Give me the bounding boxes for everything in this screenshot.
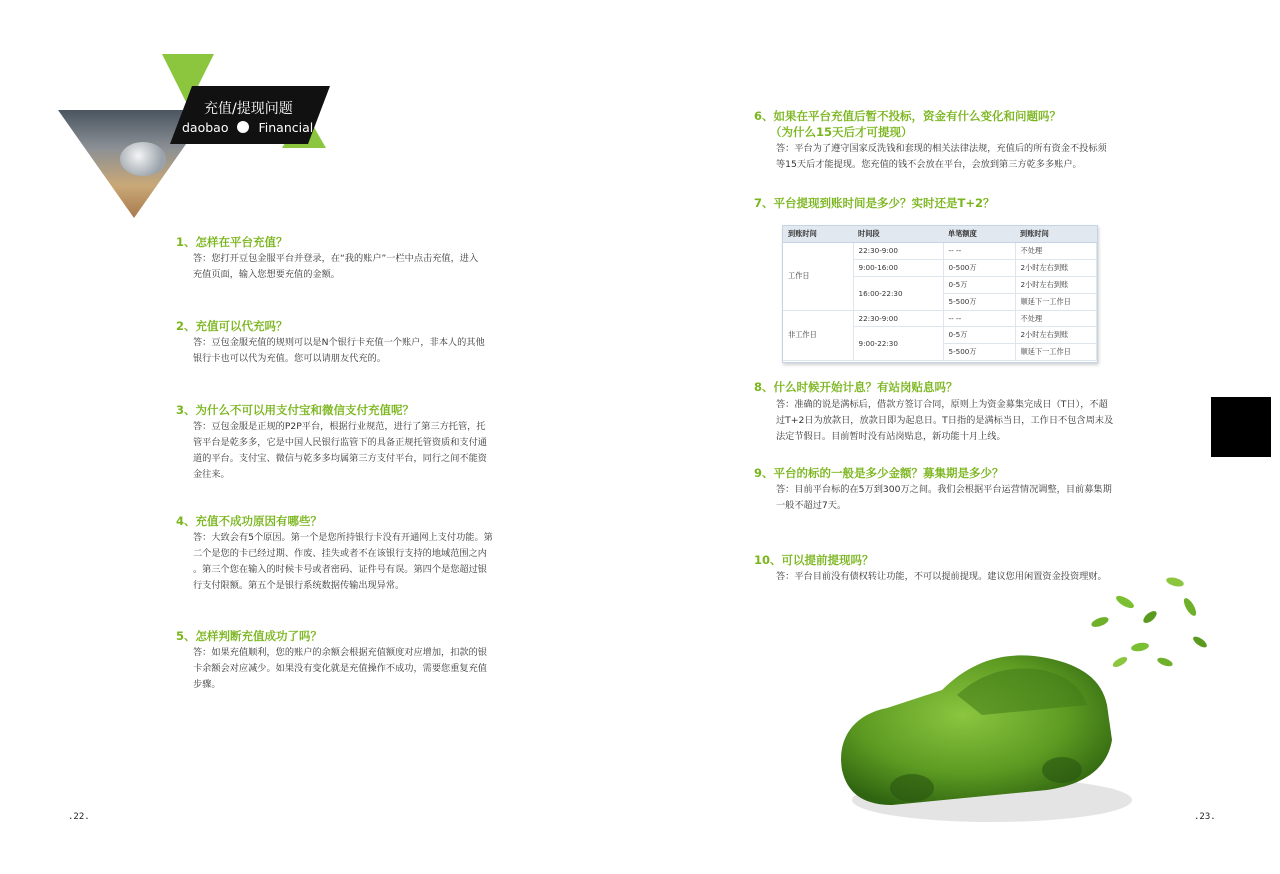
table-cell: 2小时左右到账 <box>1015 327 1097 344</box>
question-2: 2、充值可以代充吗？ <box>176 319 288 333</box>
question-10: 10、可以提前提现吗？ <box>754 553 874 567</box>
answer-line: 管平台是乾多多，它是中国人民银行监管下的具备正规托管资质和支付通 <box>193 437 487 448</box>
answer-line: 答：豆包金服是正规的P2P平台，根据行业规范，进行了第三方托管，托 <box>193 421 486 432</box>
table-cell: 顺延下一工作日 <box>1015 344 1097 361</box>
table-cell: 0-5万 <box>943 327 1015 344</box>
question-6: 6、如果在平台充值后暂不投标，资金有什么变化和问题吗？ <box>754 109 1061 123</box>
answer-line: 步骤。 <box>193 679 221 690</box>
brand-left: daobao <box>182 120 229 135</box>
table-cell: 不处理 <box>1015 310 1097 327</box>
logo-icon <box>237 121 249 133</box>
answer-line: 一般不超过7天。 <box>776 500 847 511</box>
question-7: 7、平台提现到账时间是多少？实时还是T+2？ <box>754 196 995 210</box>
table-cell: 5-500万 <box>943 344 1015 361</box>
table-cell: 16:00-22:30 <box>853 276 943 310</box>
brand-line <box>182 120 313 135</box>
table-row <box>783 243 1097 260</box>
answer-line: 。第三个您在输入的时候卡号或者密码、证件号有误。第四个是您超过银 <box>193 564 487 575</box>
table-cell: 2小时左右到账 <box>1015 259 1097 276</box>
answer-line: 道的平台。支付宝、微信与乾多多均属第三方支付平台，同行之间不能资 <box>193 453 487 464</box>
table-cell: 0-500万 <box>943 259 1015 276</box>
question-8: 8、什么时候开始计息？有站岗贴息吗？ <box>754 380 958 394</box>
question-3: 3、为什么不可以用支付宝和微信支付充值呢？ <box>176 403 414 417</box>
answer-line: 答：大致会有5个原因。第一个是您所持银行卡没有开通网上支付功能。第 <box>193 532 493 543</box>
answer-9 <box>776 482 1156 514</box>
side-tab-marker <box>1211 397 1271 457</box>
answer-line: 答：平台目前没有债权转让功能，不可以提前提现。建议您用闲置资金投资理财。 <box>776 571 1107 582</box>
answer-line: 答：准确的说是满标后，借款方签订合同，原则上为资金募集完成日（T日），不超 <box>776 399 1108 410</box>
answer-8 <box>776 397 1156 445</box>
answer-1 <box>193 251 503 283</box>
table-cell: 9:00-22:30 <box>853 327 943 361</box>
answer-line: 充值页面，输入您想要充值的金额。 <box>193 269 340 280</box>
page-title: 充值/提现问题 <box>204 101 293 117</box>
table-cell: -- -- <box>943 243 1015 260</box>
question-4: 4、充值不成功原因有哪些？ <box>176 514 323 528</box>
withdrawal-time-table <box>782 225 1098 363</box>
answer-2 <box>193 335 503 367</box>
table-cell: 不处理 <box>1015 243 1097 260</box>
question-1: 1、怎样在平台充值？ <box>176 235 288 249</box>
answer-line: 法定节假日。目前暂时没有站岗贴息，新功能十月上线。 <box>776 431 1006 442</box>
table-header: 到账时间 <box>1015 226 1097 243</box>
table-header: 时间段 <box>853 226 943 243</box>
answer-line: 银行卡也可以代为充值。您可以请朋友代充的。 <box>193 353 386 364</box>
table-cell: 顺延下一工作日 <box>1015 293 1097 310</box>
page-number-right: .23. <box>1194 812 1216 822</box>
answer-line: 金往来。 <box>193 469 230 480</box>
question-5: 5、怎样判断充值成功了吗？ <box>176 629 323 643</box>
table-header: 单笔额度 <box>943 226 1015 243</box>
question-9: 9、平台的标的一般是多少金额？募集期是多少？ <box>754 466 1004 480</box>
answer-line: 二个是您的卡已经过期、作废、挂失或者不在该银行支持的地域范围之内 <box>193 548 487 559</box>
answer-line: 答：平台为了遵守国家反洗钱和套现的相关法律法规，充值后的所有资金不投标须 <box>776 143 1107 154</box>
question-6-sub: （为什么15天后才可提现） <box>770 125 913 139</box>
table-cell: 22:30-9:00 <box>853 310 943 327</box>
brand-right: Financial <box>258 120 314 135</box>
table-cell: 2小时左右到账 <box>1015 276 1097 293</box>
table-group-label: 工作日 <box>783 243 853 311</box>
table-cell: 22:30-9:00 <box>853 243 943 260</box>
table-cell: 0-5万 <box>943 276 1015 293</box>
answer-line: 过T+2日为放款日，放款日即为起息日。T日指的是满标当日，工作日不包含周末及 <box>776 415 1114 426</box>
flying-leaves-illustration <box>1080 562 1220 682</box>
table-cell: 5-500万 <box>943 293 1015 310</box>
answer-line: 答：豆包金服充值的规则可以是N个银行卡充值一个账户，非本人的其他 <box>193 337 485 348</box>
table-cell: 9:00-16:00 <box>853 259 943 276</box>
table-cell: -- -- <box>943 310 1015 327</box>
answer-line: 答：您打开豆包金服平台并登录，在“我的账户”一栏中点击充值，进入 <box>193 253 479 264</box>
table-group-label: 非工作日 <box>783 310 853 361</box>
answer-line: 等15天后才能提现。您充值的钱不会放在平台，会放到第三方乾多多账户。 <box>776 159 1082 170</box>
answer-5 <box>193 645 503 693</box>
answer-6 <box>776 141 1136 173</box>
table-header: 到账时间 <box>783 226 853 243</box>
answer-4 <box>193 530 503 594</box>
page-number-left: .22. <box>68 812 90 822</box>
table-row <box>783 310 1097 327</box>
answer-line: 卡余额会对应减少。如果没有变化就是充值操作不成功，需要您重复充值 <box>193 663 487 674</box>
answer-line: 答：如果充值顺利，您的账户的余额会根据充值额度对应增加，扣款的银 <box>193 647 487 658</box>
answer-line: 行支付限额。第五个是银行系统数据传输出现异常。 <box>193 580 405 591</box>
answer-3 <box>193 419 503 483</box>
answer-line: 答：目前平台标的在5万到300万之间。我们会根据平台运营情况调整，目前募集期 <box>776 484 1112 495</box>
